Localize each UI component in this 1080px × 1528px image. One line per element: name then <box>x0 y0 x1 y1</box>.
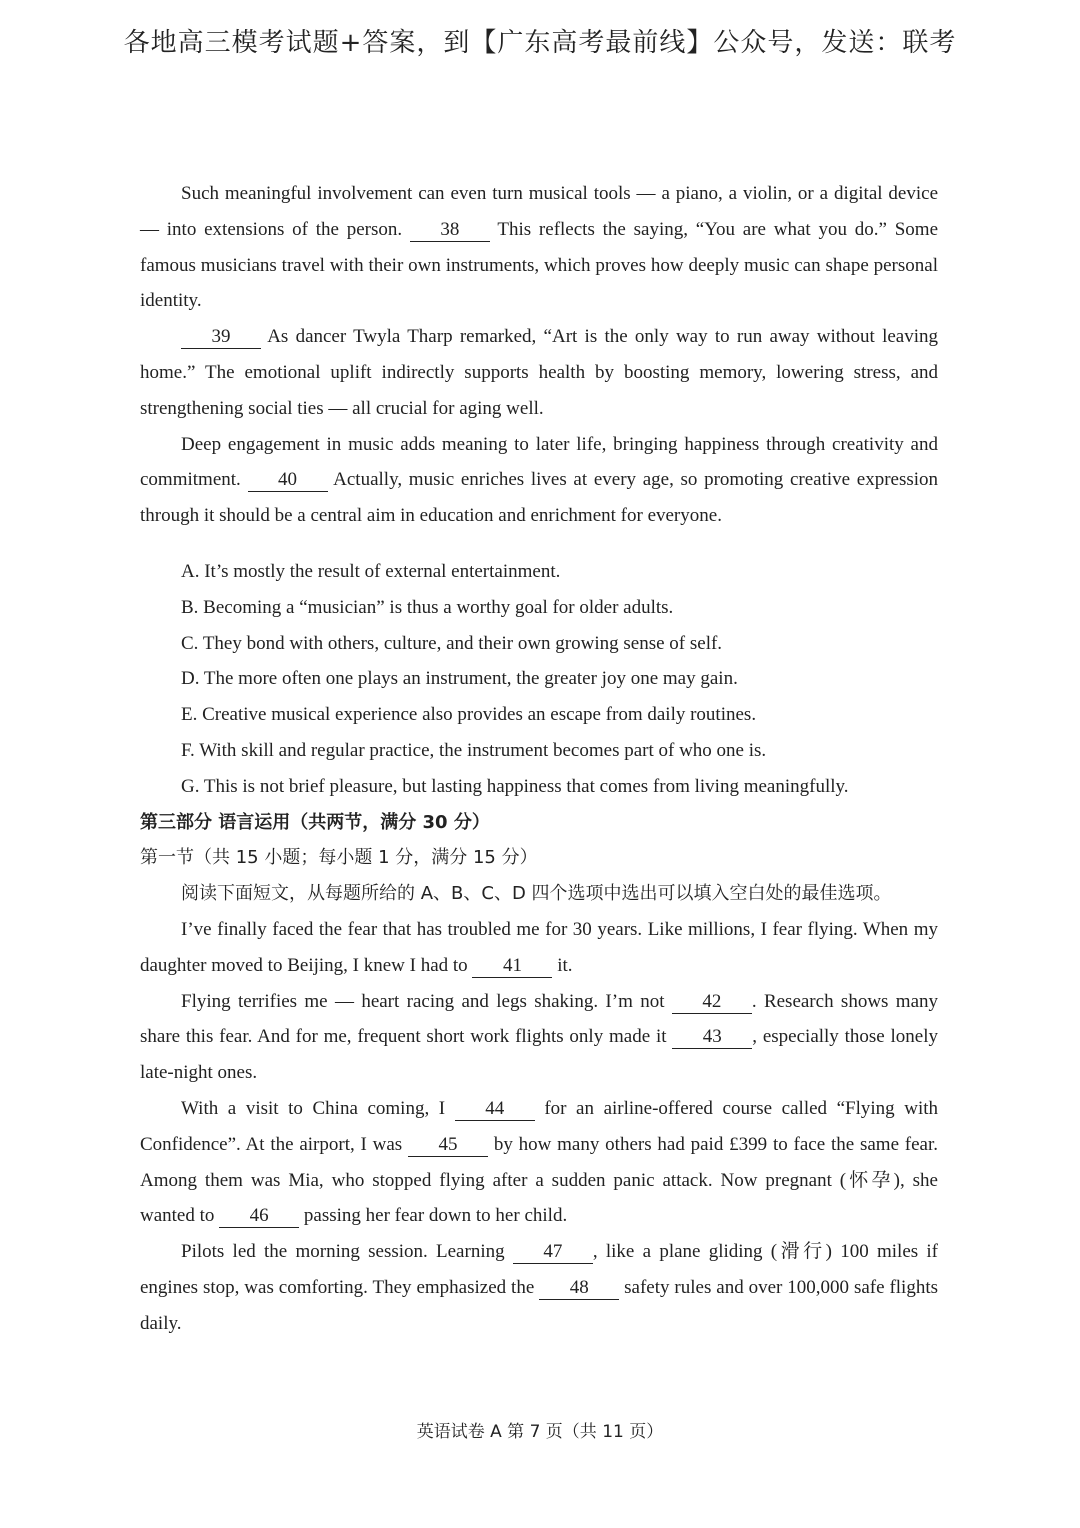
text-run: . Research shows many share this fear. And for me, frequent short work flights only made it <box>140 990 938 1048</box>
blank-47: 47 <box>513 1241 593 1264</box>
text-run: Pilots led the morning session. Learning <box>181 1241 505 1263</box>
blank-39: 39 <box>181 326 261 349</box>
text-run: passing her fear down to her child. <box>303 1205 568 1227</box>
instruction: 阅读下面短文，从每题所给的 A、B、C、D 四个选项中选出可以填入空白处的最佳选项。 <box>181 883 892 905</box>
answer-options <box>140 554 938 805</box>
blank-45: 45 <box>408 1134 488 1157</box>
text-run: Deep engagement in music adds meaning to later life, bringing happiness through creativity and commitment. <box>140 433 938 491</box>
blank-40: 40 <box>248 469 328 492</box>
blank-42: 42 <box>672 991 752 1014</box>
promo-banner: 各地高三模考试题+答案，到【广东高考最前线】公众号，发送：联考 <box>123 28 957 58</box>
text-run: Actually, music enriches lives at every age, so promoting creative expression through it should be a central aim in education and enrichment for everyone. <box>140 469 939 527</box>
text-run: it. <box>557 954 573 976</box>
option-g: G. This is not brief pleasure, but lasting happiness that comes from living meaningfully. <box>181 775 849 797</box>
blank-43: 43 <box>672 1026 752 1049</box>
text-run: for an airline-offered course called “Flying with Confidence”. At the airport, I was <box>140 1097 939 1155</box>
text-run: As dancer Twyla Tharp remarked, “Art is the only way to run away without leaving home.” The emotional uplift indirectly supports health by boosting memory, lowering stress, and strengthening social ties — all crucial for aging well. <box>140 326 938 419</box>
text-run: safety rules and over 100,000 safe flights daily. <box>140 1276 939 1334</box>
cloze-paragraph <box>140 984 938 1091</box>
option-b: B. Becoming a “musician” is thus a worthy goal for older adults. <box>181 596 674 618</box>
blank-46: 46 <box>219 1205 299 1228</box>
cloze-paragraph <box>140 1091 938 1234</box>
passage-paragraph <box>140 427 938 534</box>
blank-44: 44 <box>455 1098 535 1121</box>
passage-paragraph <box>140 176 938 319</box>
part-title: 第三部分 语言运用（共两节，满分 30 分） <box>140 811 490 833</box>
page-footer: 英语试卷 A 第 7 页（共 11 页） <box>416 1422 664 1442</box>
option-d: D. The more often one plays an instrument, the greater joy one may gain. <box>181 668 738 690</box>
text-run: , like a plane gliding (滑行) 100 miles if engines stop, was comforting. They emphasized the <box>140 1241 939 1298</box>
text-run: by how many others had paid £399 to face the same fear. Among them was Mia, who stopped flying after a sudden panic attack. Now pregnant (怀孕), she wanted to <box>140 1133 939 1227</box>
option-c: C. They bond with others, culture, and their own growing sense of self. <box>181 632 723 654</box>
section-title: 第一节（共 15 小题；每小题 1 分，满分 15 分） <box>140 847 538 869</box>
blank-48: 48 <box>539 1277 619 1300</box>
passage-paragraph <box>140 319 938 426</box>
text-run: Flying terrifies me — heart racing and legs shaking. I’m not <box>181 990 665 1012</box>
cloze-paragraph <box>140 1234 938 1341</box>
text-run: , especially those lonely late-night ones. <box>140 1026 938 1084</box>
text-run: I’ve finally faced the fear that has troubled me for 30 years. Like millions, I fear flying. When my daughter moved to Beijing, I knew I had to <box>140 918 938 976</box>
text-run: This reflects the saying, “You are what you do.” Some famous musicians travel with their own instruments, which proves how deeply music can shape personal identity. <box>140 218 939 312</box>
blank-41: 41 <box>472 955 552 978</box>
option-a: A. It’s mostly the result of external entertainment. <box>181 560 561 582</box>
page-content <box>140 176 938 1342</box>
cloze-paragraph <box>140 912 938 984</box>
blank-38: 38 <box>410 219 490 242</box>
text-run: With a visit to China coming, I <box>181 1097 446 1119</box>
text-run: Such meaningful involvement can even turn musical tools — a piano, a violin, or a digital device — into extensions of the person. <box>140 183 938 240</box>
option-f: F. With skill and regular practice, the instrument becomes part of who one is. <box>181 739 767 761</box>
option-e: E. Creative musical experience also provides an escape from daily routines. <box>181 704 757 726</box>
